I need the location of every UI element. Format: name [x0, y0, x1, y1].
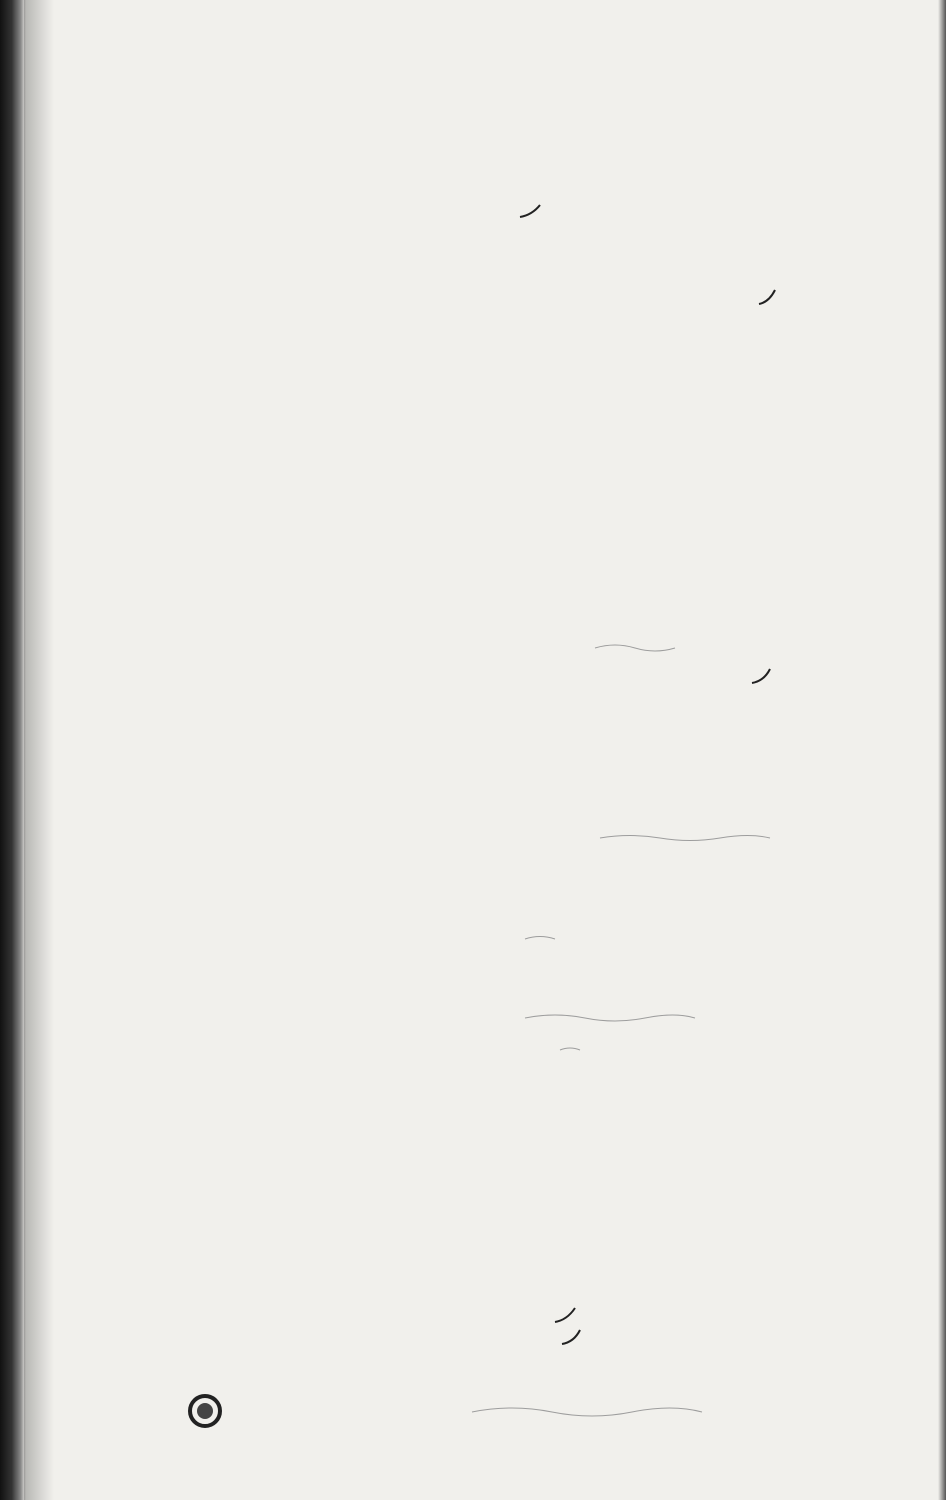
scan-shadow-left [24, 0, 54, 1500]
seal-center [197, 1403, 213, 1419]
scan-edge-left [0, 0, 26, 1500]
scan-edge-right [938, 0, 946, 1500]
